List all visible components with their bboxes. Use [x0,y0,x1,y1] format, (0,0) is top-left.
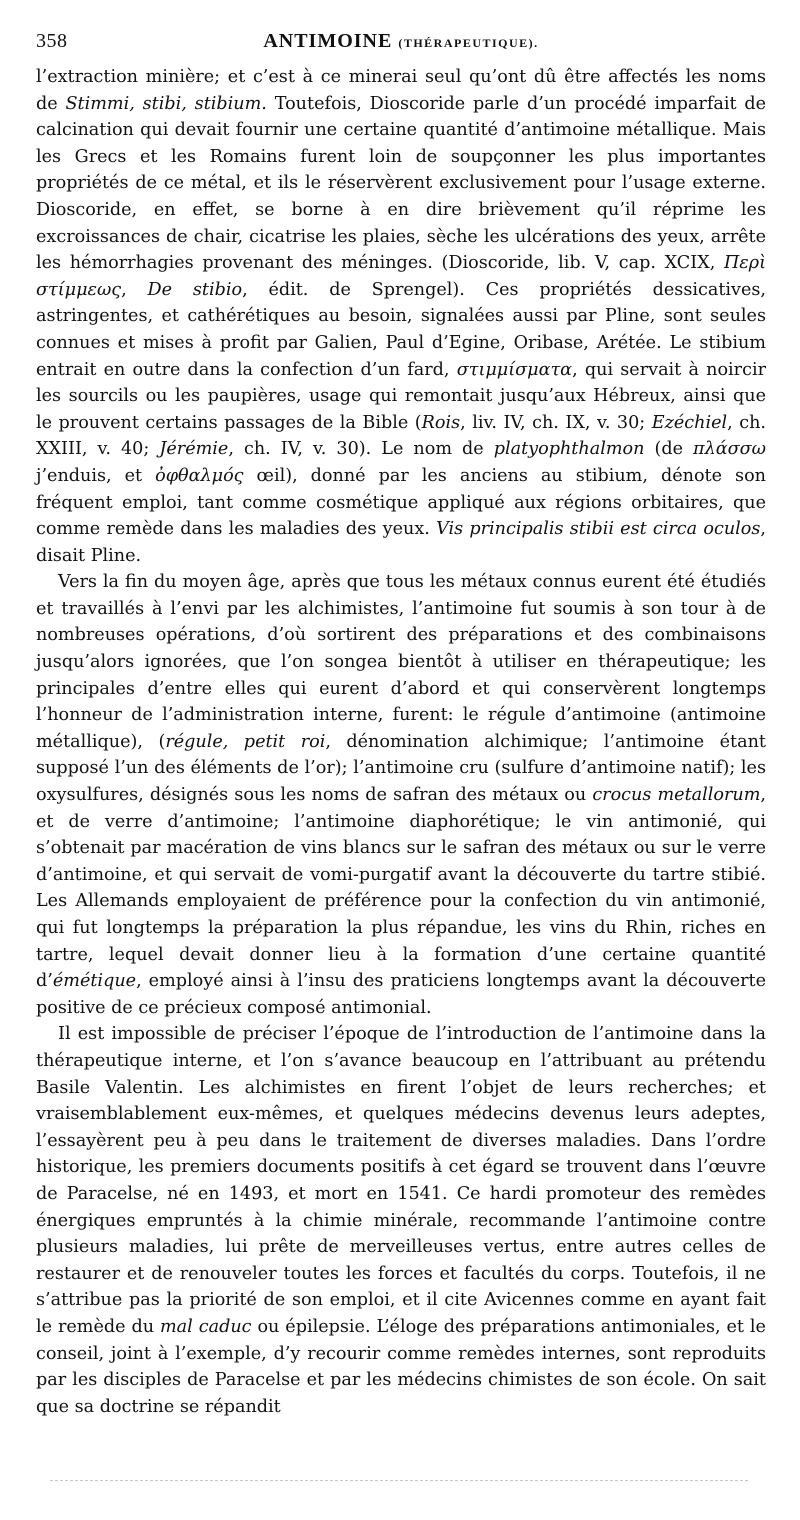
italic-text: crocus metallorum [592,785,761,806]
text-run: , [121,279,148,300]
italic-text: régule, petit roi [165,731,326,752]
italic-text: De stibio [147,279,243,300]
italic-text: πλάσσω [693,439,766,460]
text-run: , ch. XXIII, v. 40; [36,412,766,460]
text-run: , ch. IV, v. 30). Le nom de [228,439,494,460]
text-run: l’extraction minière; et c’est à ce minerai seul qu’ont dû être affectés les noms de [36,67,766,114]
text-run: , disait Pline. [36,519,766,566]
italic-text: Περὶ στίμμεως [36,253,766,300]
italic-text: Rois [421,412,461,433]
italic-text: Ezéchiel [651,412,728,433]
paragraph [36,64,766,569]
text-run: , qui servait à noircir les sourcils ou les paupières, usage qui remontait jusqu’aux Hébreux, ainsi que le prouvent certains passages de la Bible ( [36,359,766,433]
running-title [36,30,766,53]
text-run: , liv. IV, ch. IX, v. 30; [460,412,652,433]
running-title-main: ANTIMOINE [263,30,393,52]
body-text [36,64,766,1420]
italic-text: ὀφθαλμός [155,465,244,486]
text-run: , édit. de Sprengel). Ces propriétés dessicatives, astringentes, et cathérétiques au besoin, signalées aussi par Pline, sont seules connues et mises à profit par Galien, Paul d’Egine, Oribase, Arétée. Le stibium entrait en outre dans la confection d’un fard, [36,279,766,380]
text-run: , employé ainsi à l’insu des praticiens longtemps avant la découverte positive de ce précieux composé antimonial. [36,971,766,1018]
paragraph [36,1021,766,1420]
italic-text: στιμμίσματα [456,359,573,380]
text-run: Vers la fin du moyen âge, après que tous les métaux connus eurent été étudiés et travaillés à l’envi par les alchimistes, l’antimoine fut soumis à son tour à de nombreuses opérations, d’où sortirent des préparations et des combinaisons jusqu’alors ignorées, que l’on songea bientôt à utiliser en thérapeutique; les principales d’entre elles qui eurent d’abord et qui conservèrent longtemps l’honneur de l’administration interne, furent: le régule d’antimoine (antimoine métallique), ( [36,572,766,752]
italic-text: émétique [52,971,137,992]
text-run: , et de verre d’antimoine; l’antimoine diaphorétique; le vin antimonié, qui s’obtenait par macération de vins blancs sur le safran des métaux ou sur le verre d’antimoine, et qui servait de vomi-purgatif avant la découverte du tartre stibié. Les Allemands employaient de préférence pour la confection du vin antimonié, qui fut longtemps la préparation la plus répandue, les vins du Rhin, riches en tartre, lequel devait donner lieu à la formation d’une certaine quantité d’ [36,785,767,992]
paragraph [36,569,766,1021]
text-run: , dénomination alchimique; l’antimoine étant supposé l’un des éléments de l’or); l’antimoine cru (sulfure d’antimoine natif); les oxysulfures, désignés sous les noms de safran des métaux ou [36,731,766,806]
text-run: Toutefois, Dioscoride parle d’un procédé imparfait de calcination qui devait fournir une certaine quantité d’antimoine métallique. Mais les Grecs et les Romains furent loin de soupçonner les plus importantes propriétés de ce métal, et ils le réservèrent exclusivement pour l’usage externe. Dioscoride, en effet, se borne à en dire brièvement qu’il réprime les excroissances de chair, cicatrise les plaies, sèche les ulcérations des yeux, arrête les hémorrhagies provenant des méninges. (Dioscoride, lib. V, cap. XCIX, [36,93,767,274]
text-run: œil), donné par les anciens au stibium, dénote son fréquent emploi, tant comme cosmétique appliqué aux régions orbitaires, que comme remède dans les maladies des yeux. [36,465,766,540]
page-number: 358 [36,30,68,52]
running-title-sub: (THÉRAPEUTIQUE). [398,36,539,50]
text-run: (de [644,439,694,460]
italic-text: Jérémie [159,439,229,460]
running-header [36,30,766,64]
italic-text: mal caduc [160,1316,252,1337]
text-run: j’enduis, et [36,465,156,486]
italic-text: Vis principalis stibii est circa oculos [436,519,761,540]
italic-text: Stimmi, stibi, stibium. [65,93,267,114]
page-bottom-rule [50,1480,748,1481]
text-run: Il est impossible de préciser l’époque de l’introduction de l’antimoine dans la thérapeutique interne, et l’on s’avance beaucoup en l’attribuant au prétendu Basile Valentin. Les alchimistes en firent l’objet de leurs recherches; et vraisemblablement eux-mêmes, et quelques médecins devenus leurs adeptes, l’essayèrent peu à peu dans le traitement de diverses maladies. Dans l’ordre historique, les premiers documents positifs à cet égard se trouvent dans l’œuvre de Paracelse, né en 1493, et mort en 1541. Ce hardi promoteur des remèdes énergiques empruntés à la chimie minérale, recommande l’antimoine contre plusieurs maladies, lui prête de merveilleuses vertus, entre autres celles de restaurer et de renouveler toutes les forces et facultés du corps. Toutefois, il ne s’attribue pas la priorité de son emploi, et il cite Avicennes comme en ayant fait le remède du [36,1024,766,1337]
text-run: ou épilepsie. L’éloge des préparations antimoniales, et le conseil, joint à l’exemple, d’y recourir comme remèdes internes, sont reproduits par les disciples de Paracelse et par les médecins chimistes de son école. On sait que sa doctrine se répandit [36,1316,766,1417]
italic-text: platyophthalmon [493,439,645,460]
